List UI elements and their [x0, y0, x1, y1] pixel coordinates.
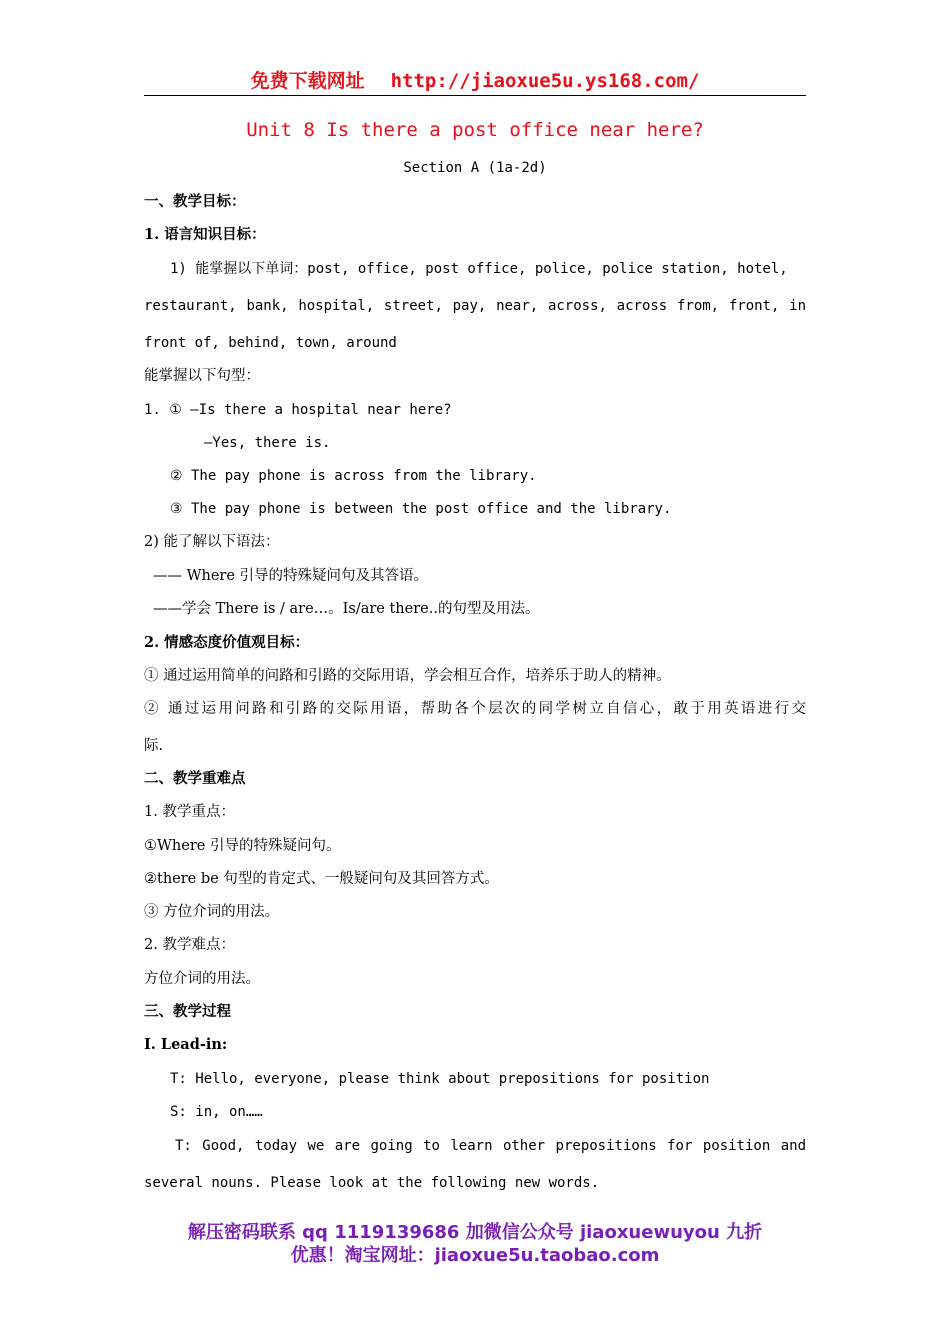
footer-line-2: 优惠！淘宝网址：jiaoxue5u.taobao.com	[290, 1245, 660, 1266]
sentence-1: 1. ① —Is there a hospital near here?	[144, 402, 452, 418]
sentence-3: ③ The pay phone is between the post office and the library.	[170, 501, 672, 517]
heading-teaching-process: 三、教学过程	[144, 1003, 231, 1020]
grammar-1: —— Where 引导的特殊疑问句及其答语。	[153, 568, 429, 584]
attitude-1: ① 通过运用简单的问路和引路的交际用语，学会相互合作，培养乐于助人的精神。	[144, 668, 671, 684]
key-heading: 1. 教学重点：	[144, 804, 235, 820]
dialogue-teacher-2: T: Good, today we are going to learn other prepositions for position and	[175, 1138, 806, 1154]
lead-in-heading: Ⅰ. Lead-in:	[144, 1036, 228, 1053]
site-label: 免费下载网址	[250, 70, 365, 92]
dialogue-teacher-2-cont: several nouns. Please look at the following new words.	[144, 1175, 600, 1191]
difficulty-1: 方位介词的用法。	[144, 971, 260, 987]
dialogue-teacher-1: T: Hello, everyone, please think about prepositions for position	[170, 1071, 710, 1087]
attitude-2: ② 通过运用问路和引路的交际用语，帮助各个层次的同学树立自信心，敢于用英语进行交	[144, 701, 806, 717]
key-point-1: ①Where 引导的特殊疑问句。	[144, 838, 341, 854]
grammar-heading: 2) 能了解以下语法：	[144, 534, 280, 550]
section-subtitle: Section A (1a-2d)	[403, 160, 547, 176]
sentence-2: ② The pay phone is across from the library.	[170, 468, 537, 484]
attitude-2-cont: 际.	[144, 738, 164, 754]
sentence-heading: 能掌握以下句型：	[144, 368, 260, 384]
page-title: Unit 8 Is there a post office near here?	[246, 119, 704, 141]
sentence-1-answer: —Yes, there is.	[204, 435, 331, 451]
key-point-3: ③ 方位介词的用法。	[144, 904, 280, 920]
dialogue-student: S: in, on……	[170, 1104, 263, 1120]
page-header	[144, 66, 806, 96]
heading-teaching-goals: 一、教学目标：	[144, 193, 246, 210]
heading-key-points: 二、教学重难点	[144, 770, 246, 787]
site-url-link[interactable]: http://jiaoxue5u.ys168.com/	[390, 70, 700, 92]
vocab-line-1: 1) 能掌握以下单词：post, office, post office, police, police station, hotel,	[170, 261, 788, 277]
vocab-line-2: restaurant, bank, hospital, street, pay, near, across, across from, front, in	[144, 298, 806, 314]
heading-language-goals: 1. 语言知识目标：	[144, 226, 266, 243]
key-point-2: ②there be 句型的肯定式、一般疑问句及其回答方式。	[144, 871, 499, 887]
heading-attitude-goals: 2. 情感态度价值观目标：	[144, 634, 310, 651]
vocab-line-3: front of, behind, town, around	[144, 335, 397, 351]
difficulty-heading: 2. 教学难点：	[144, 937, 235, 953]
footer-line-1: 解压密码联系 qq 1119139686 加微信公众号 jiaoxuewuyou 九折	[187, 1222, 763, 1243]
grammar-2: ——学会 There is / are…。Is/are there..的句型及用法。	[153, 601, 540, 617]
